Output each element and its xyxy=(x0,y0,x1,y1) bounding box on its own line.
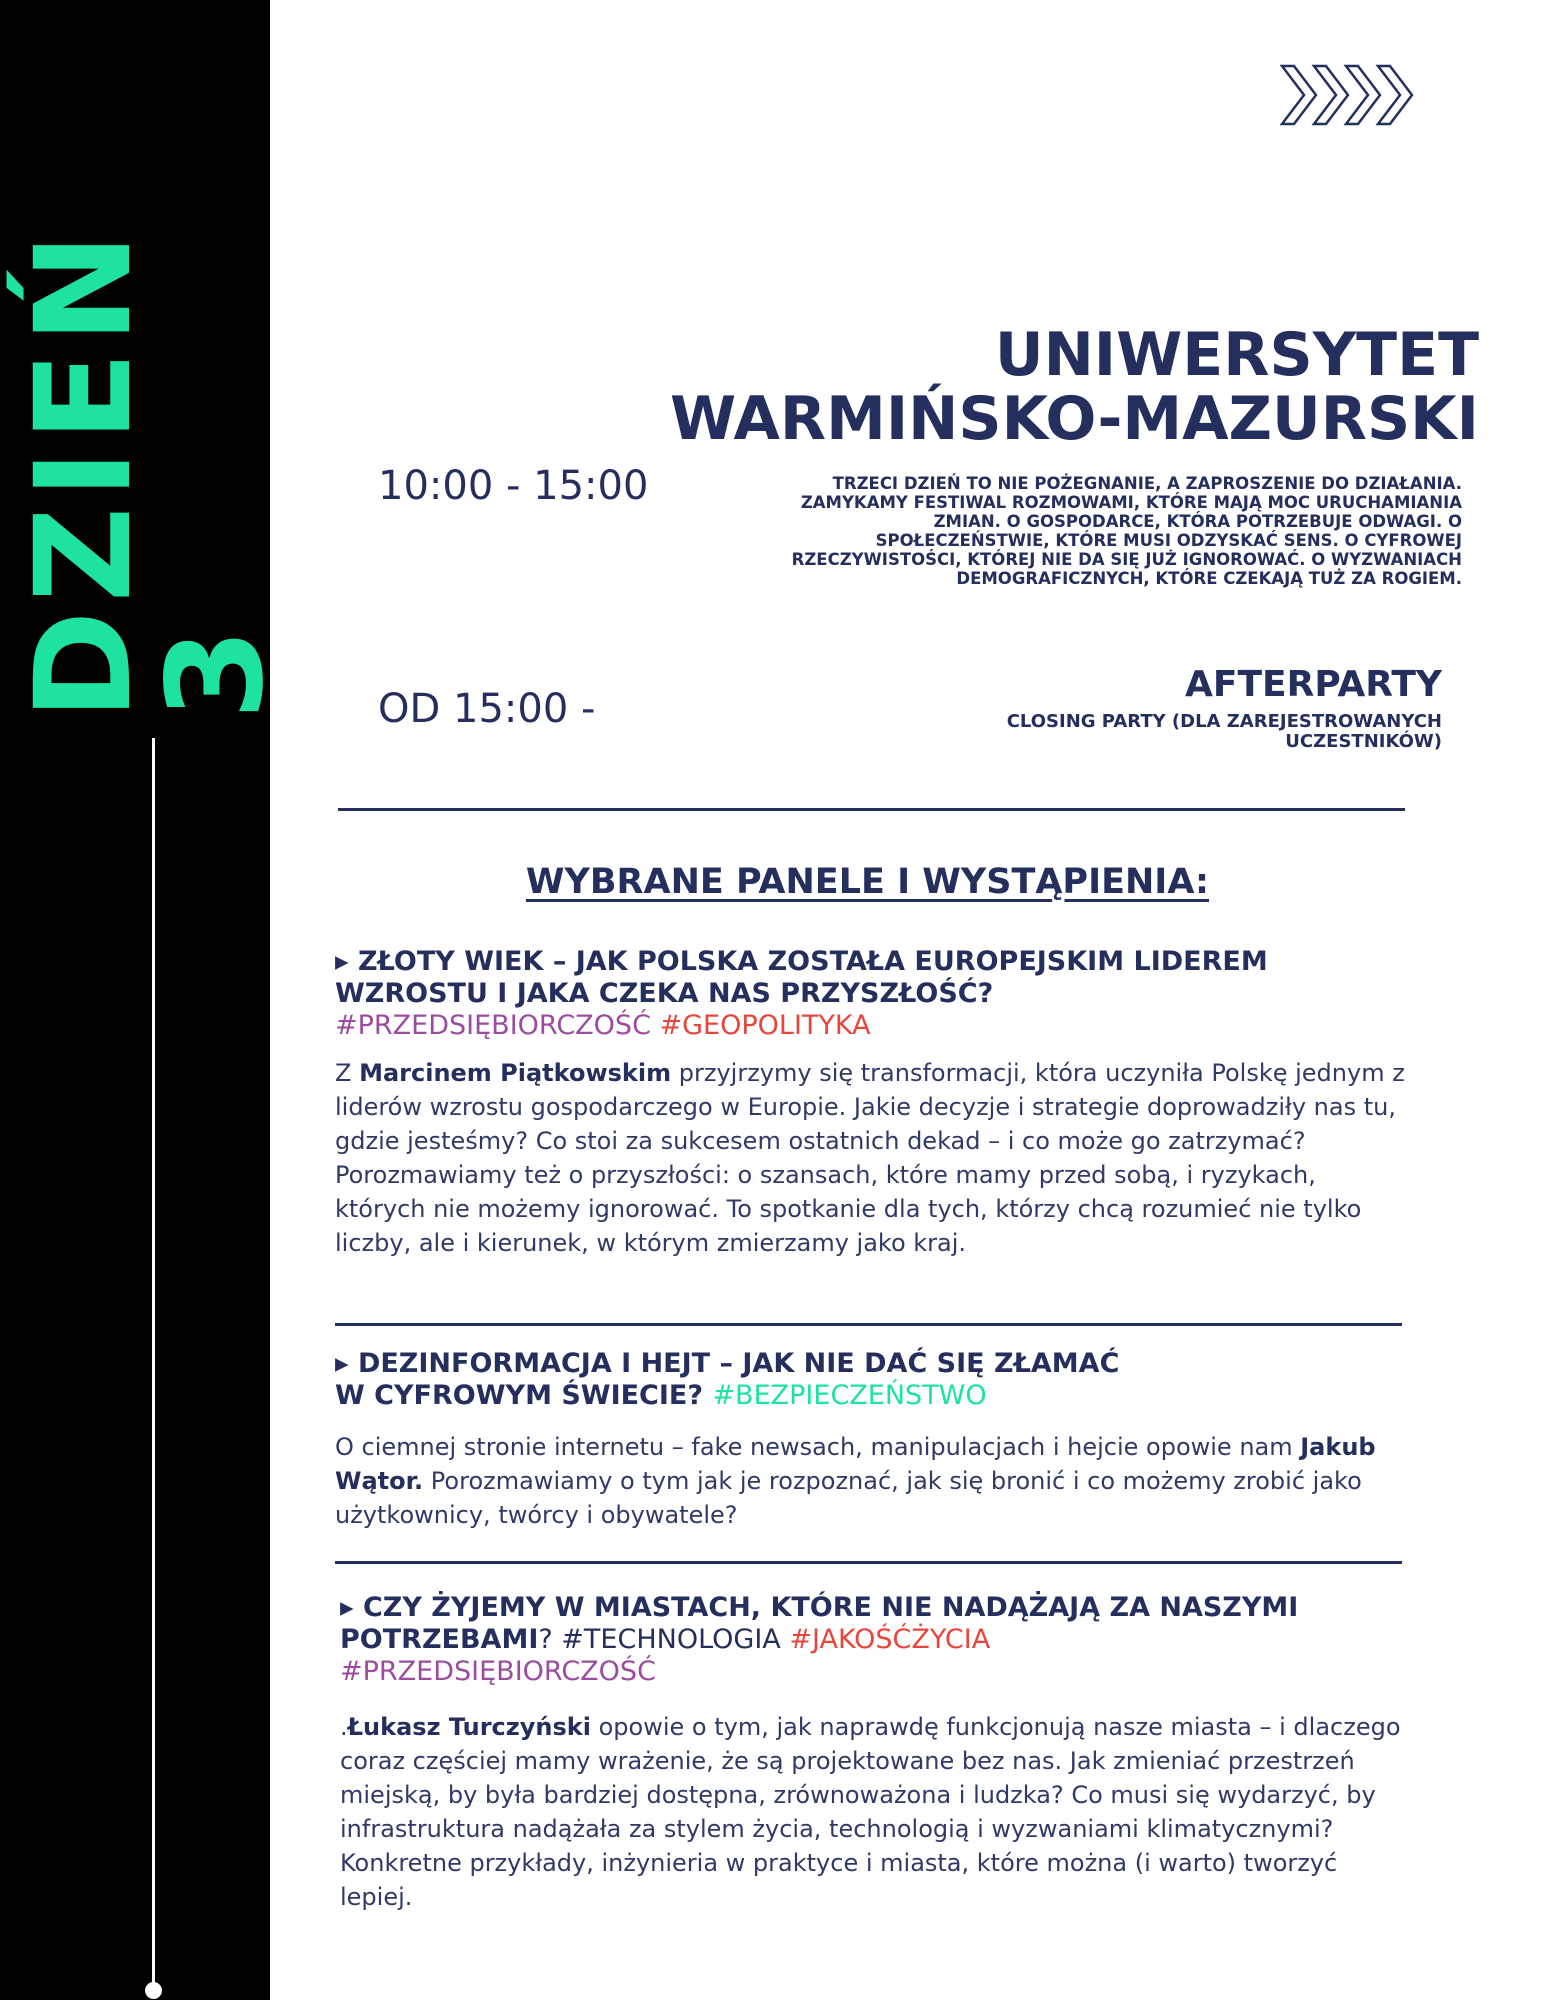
panel-title: ▸ CZY ŻYJEMY W MIASTACH, KTÓRE NIE NADĄŻAJĄ ZA NASZYMI POTRZEBAMI? #TECHNOLOGIA #JAKOŚĆŻYCIA #PRZEDSIĘBIORCZOŚĆ xyxy=(340,1592,1299,1687)
divider xyxy=(338,808,1405,811)
bullet-icon: ▸ xyxy=(340,1592,363,1623)
section-heading: WYBRANE PANELE I WYSTĄPIENIA: xyxy=(525,862,1210,902)
bullet-icon: ▸ xyxy=(335,946,358,977)
venue-line-2: WARMIŃSKO-MAZURSKI xyxy=(669,384,1479,454)
panel-description: Z Marcinem Piątkowskim przyjrzymy się transformacji, która uczyniła Polskę jednym z liderów wzrostu gospodarczego w Europie. Jakie decyzje i strategie doprowadziły nas tu, gdzie jesteśmy? Co stoi za sukcesem ostatnich dekad – i co może go zatrzymać? Porozmawiamy też o przyszłości: o szansach, które mamy przed sobą, i ryzykach, których nie możemy ignorować. To spotkanie dla tych, którzy chcą rozumieć nie tylko liczby, ale i kierunek, w którym zmierzamy jako kraj. xyxy=(335,1059,1405,1257)
panel-3 xyxy=(340,1592,1415,1914)
tag: #JAKOŚĆŻYCIA xyxy=(789,1624,991,1655)
time-slot-2: OD 15:00 - xyxy=(378,686,596,732)
venue-name xyxy=(669,320,1479,454)
panel-title-line-1: DEZINFORMACJA I HEJT – JAK NIE DAĆ SIĘ ZŁAMAĆ xyxy=(357,1348,1120,1379)
timeline-line xyxy=(152,738,155,1988)
timeline-dot xyxy=(145,1982,162,1999)
divider xyxy=(335,1561,1402,1564)
panel-title xyxy=(335,946,1410,1042)
panel-title-line-1: ZŁOTY WIEK – JAK POLSKA ZOSTAŁA EUROPEJSKIM LIDEREM xyxy=(357,946,1268,977)
panel-1 xyxy=(335,946,1410,1260)
bullet-icon: ▸ xyxy=(335,1348,358,1379)
panel-title-line-2: W CYFROWYM ŚWIECIE? xyxy=(335,1380,704,1411)
venue-line-1: UNIWERSYTET xyxy=(994,320,1479,390)
tag: #PRZEDSIĘBIORCZOŚĆ xyxy=(335,1010,651,1041)
panel-title-line-1: CZY ŻYJEMY W MIASTACH, KTÓRE NIE NADĄŻAJĄ ZA NASZYMI xyxy=(362,1592,1299,1623)
speaker-name: Marcinem Piątkowskim xyxy=(359,1059,672,1087)
panel-2 xyxy=(335,1348,1410,1532)
tag: #PRZEDSIĘBIORCZOŚĆ xyxy=(340,1656,656,1687)
tag: #TECHNOLOGIA xyxy=(561,1624,781,1655)
panel-title xyxy=(335,1348,1410,1412)
day-title: DZIEŃ 3 xyxy=(7,224,293,720)
panel-title-line-2: WZROSTU I JAKA CZEKA NAS PRZYSZŁOŚĆ? xyxy=(335,978,994,1009)
afterparty-subtitle: CLOSING PARTY (DLA ZAREJESTROWANYCH UCZESTNIKÓW) xyxy=(1006,711,1442,752)
chevrons-right-icon xyxy=(1280,60,1420,130)
panel-description: .Łukasz Turczyński opowie o tym, jak naprawdę funkcjonują nasze miasta – i dlaczego coraz częściej mamy wrażenie, że są projektowane bez nas. Jak zmieniać przestrzeń miejską, by była bardziej dostępna, zrównoważona i ludzka? Co musi się wydarzyć, by infrastruktura nadążała za stylem życia, technologią i wyzwaniami klimatycznymi? Konkretne przykłady, inżynieria w praktyce i miasta, które można (i warto) tworzyć lepiej. xyxy=(340,1713,1401,1911)
day-description: TRZECI DZIEŃ TO NIE POŻEGNANIE, A ZAPROSZENIE DO DZIAŁANIA. ZAMYKAMY FESTIWAL ROZMOWAMI, KTÓRE MAJĄ MOC URUCHAMIANIA ZMIAN. O GOSPODARCE, KTÓRA POTRZEBUJE ODWAGI. O SPOŁECZEŃSTWIE, KTÓRE MUSI ODZYSKAĆ SENS. O CYFROWEJ RZECZYWISTOŚCI, KTÓREJ NIE DA SIĘ JUŻ IGNOROWAĆ. O WYZWANIACH DEMOGRAFICZNYCH, KTÓRE CZEKAJĄ TUŻ ZA ROGIEM. xyxy=(791,474,1462,588)
tag: #GEOPOLITYKA xyxy=(659,1010,871,1041)
afterparty-title: AFTERPARTY xyxy=(1185,664,1442,705)
tag: #BEZPIECZEŃSTWO xyxy=(712,1380,987,1411)
panel-description: O ciemnej stronie internetu – fake newsach, manipulacjach i hejcie opowie nam Jakub Wątor. Porozmawiamy o tym jak je rozpoznać, jak się bronić i co możemy zrobić jako użytkownicy, twórcy i obywatele? xyxy=(335,1433,1376,1529)
speaker-name: Jakub Wątor. xyxy=(335,1433,1376,1495)
divider xyxy=(335,1323,1402,1326)
panel-title-line-2: POTRZEBAMI xyxy=(340,1624,539,1655)
sidebar xyxy=(0,0,293,2000)
speaker-name: Łukasz Turczyński xyxy=(347,1713,591,1741)
time-slot-1: 10:00 - 15:00 xyxy=(378,463,649,509)
